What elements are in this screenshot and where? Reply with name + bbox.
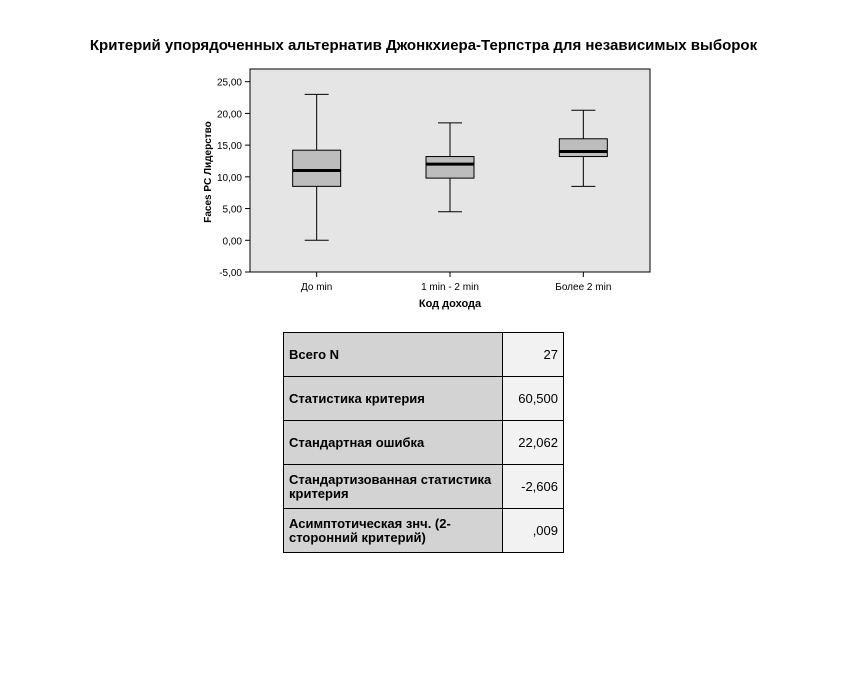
stats-row xyxy=(284,333,564,377)
y-tick-label: 5,00 xyxy=(222,204,242,216)
stats-label: Статистика критерия xyxy=(284,377,503,421)
x-tick-label: До min xyxy=(300,282,333,293)
y-tick-label: 10,00 xyxy=(216,172,242,184)
stats-value: 60,500 xyxy=(503,377,564,421)
y-tick-label: 0,00 xyxy=(222,236,242,248)
stats-label: Стандартная ошибка xyxy=(284,421,503,465)
stats-value: ,009 xyxy=(503,509,564,553)
stats-value: 27 xyxy=(503,333,564,377)
x-tick-label: 1 min - 2 min xyxy=(421,282,479,293)
y-tick-label: 20,00 xyxy=(216,109,242,121)
y-axis-label: Faces PC Лидерство xyxy=(203,121,214,223)
iqr-box xyxy=(293,150,341,186)
stats-row xyxy=(284,509,564,553)
stats-label: Асимптотическая знч. (2-сторонний критерий) xyxy=(284,509,503,553)
y-tick-label: 15,00 xyxy=(216,141,242,153)
iqr-box xyxy=(559,139,607,157)
iqr-box xyxy=(426,157,474,179)
test-summary-table xyxy=(283,332,564,553)
y-axis xyxy=(217,78,250,279)
stats-value: 22,062 xyxy=(503,421,564,465)
x-axis-label: Код дохода xyxy=(418,298,482,310)
stats-label: Всего N xyxy=(284,333,503,377)
x-axis xyxy=(301,272,611,293)
y-tick-label: -5,00 xyxy=(219,268,242,279)
y-tick-label: 25,00 xyxy=(216,77,242,89)
stats-label: Стандартизованная статистика критерия xyxy=(284,465,503,509)
stats-value: -2,606 xyxy=(503,465,564,509)
stats-row xyxy=(284,421,564,465)
stats-row xyxy=(284,377,564,421)
x-tick-label: Более 2 min xyxy=(555,282,612,293)
boxplot-chart xyxy=(0,0,847,320)
chart-title: Критерий упорядоченных альтернатив Джонкхиера-Терпстра для независимых выборок xyxy=(89,37,758,54)
stats-row xyxy=(284,465,564,509)
